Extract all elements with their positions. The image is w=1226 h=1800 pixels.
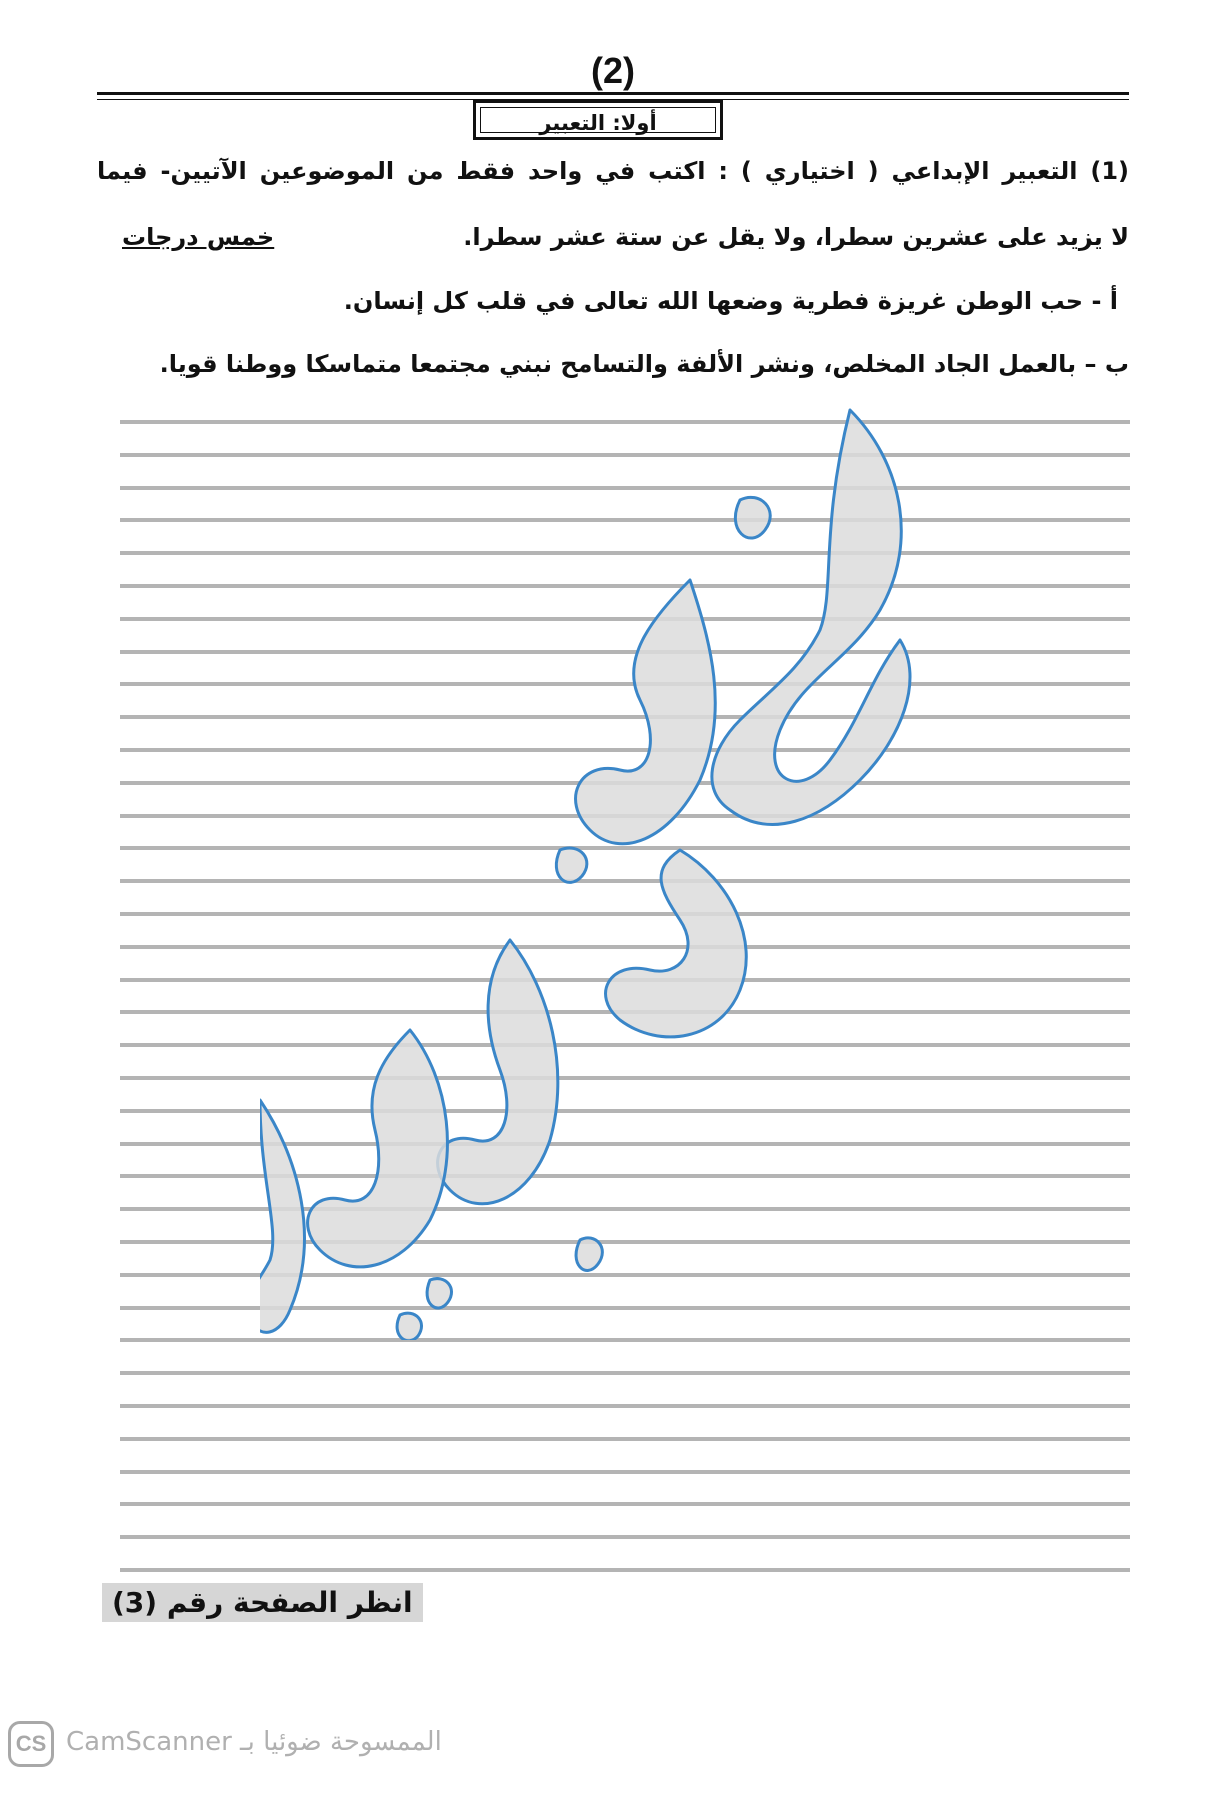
watermark-stroke — [397, 1313, 421, 1340]
answer-line — [120, 1470, 1130, 1474]
header-rule — [97, 92, 1129, 95]
watermark-stroke — [735, 497, 770, 538]
watermark-stroke — [576, 1238, 602, 1271]
watermark-stroke — [308, 1030, 448, 1267]
topic-option-a: أ - حب الوطن غريزة فطرية وضعها الله تعالى في قلب كل إنسان. — [343, 287, 1118, 315]
watermark-stroke — [556, 848, 587, 882]
topic-option-b: ب – بالعمل الجاد المخلص، ونشر الألفة والتسامح نبني مجتمعا متماسكا ووطنا قويا. — [159, 350, 1129, 378]
answer-line — [120, 1535, 1130, 1539]
watermark-stroke — [438, 940, 558, 1204]
grade-label: خمس درجات — [122, 223, 275, 251]
watermark-stroke — [576, 580, 716, 844]
section-title-box — [473, 100, 723, 140]
watermark-stroke — [427, 1279, 451, 1308]
answer-line — [120, 1437, 1130, 1441]
answer-line — [120, 1404, 1130, 1408]
watermark-stamp — [260, 380, 1020, 1340]
question-line-2: لا يزيد على عشرين سطرا، ولا يقل عن ستة عشر سطرا. — [463, 223, 1129, 251]
watermark-stroke — [606, 850, 747, 1037]
watermark-stroke — [712, 410, 910, 824]
answer-line — [120, 1371, 1130, 1375]
camscanner-text: الممسوحة ضوئيا بـ CamScanner — [66, 1727, 442, 1757]
answer-line — [120, 1568, 1130, 1572]
watermark-stroke — [260, 1100, 304, 1332]
next-page-note: انظر الصفحة رقم (3) — [102, 1583, 423, 1622]
section-title: أولا: التعبير — [480, 107, 716, 133]
camscanner-logo: CS — [8, 1721, 54, 1767]
answer-line — [120, 1502, 1130, 1506]
page-number: (2) — [591, 50, 635, 91]
question-line-1: (1) التعبير الإبداعي ( اختياري ) : اكتب في واحد فقط من الموضوعين الآتيين- فيما — [97, 157, 1129, 185]
